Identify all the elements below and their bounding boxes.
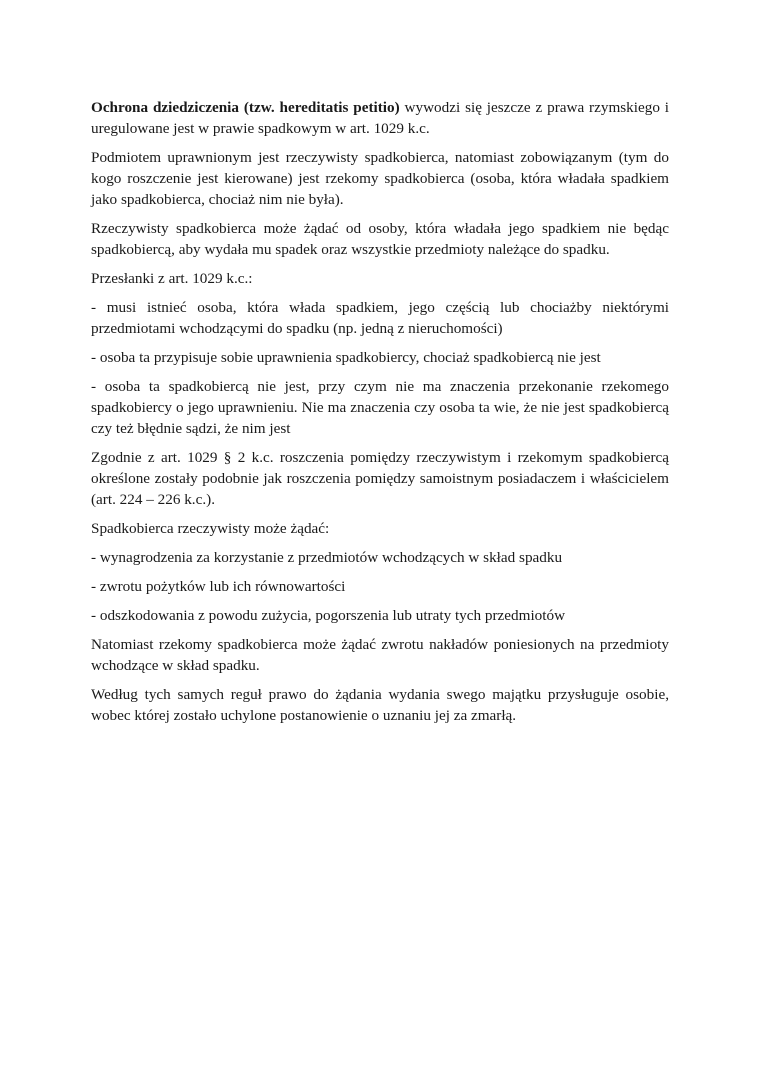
premise-item: - musi istnieć osoba, która włada spadkiem, jego częścią lub chociażby niektórymi przedmiotami wchodzącymi do spadku (np. jedną z nieruchomości) bbox=[91, 299, 669, 337]
premise-item: - osoba ta spadkobiercą nie jest, przy czym nie ma znaczenia przekonanie rzekomego spadkobiercy o jego uprawnieniu. Nie ma znaczenia czy osoba ta wie, że nie jest spadkobiercą czy też błędnie sądzi, że nim jest bbox=[91, 378, 669, 437]
rules-paragraph: Według tych samych reguł prawo do żądania wydania swego majątku przysługuje osobie, wobec której zostało uchylone postanowienie o uznaniu jej za zmarłą. bbox=[91, 686, 669, 724]
subjects-paragraph: Podmiotem uprawnionym jest rzeczywisty spadkobierca, natomiast zobowiązanym (tym do kogo roszczenie jest kierowane) jest rzekomy spadkobierca (osoba, która władała spadkiem jako spadkobierca, chociaż nim nie była). bbox=[91, 149, 669, 208]
premise-item: - osoba ta przypisuje sobie uprawnienia spadkobiercy, chociaż spadkobiercą nie jest bbox=[91, 349, 601, 366]
intro-bold-lead: Ochrona dziedziczenia (tzw. hereditatis petitio) bbox=[91, 99, 400, 116]
demand-item: - zwrotu pożytków lub ich równowartości bbox=[91, 578, 346, 595]
intro-paragraph bbox=[91, 97, 669, 139]
claim-paragraph: Rzeczywisty spadkobierca może żądać od osoby, która władała jego spadkiem nie będąc spadkobiercą, aby wydała mu spadek oraz wszystkie przedmioty należące do spadku. bbox=[91, 220, 669, 258]
intro-rest: wywodzi się jeszcze z prawa rzymskiego i uregulowane jest w prawie spadkowym w art. 1029 k.c. bbox=[91, 99, 669, 137]
accordance-paragraph: Zgodnie z art. 1029 § 2 k.c. roszczenia pomiędzy rzeczywistym i rzekomym spadkobiercą określone zostały podobnie jak roszczenia pomiędzy samoistnym posiadaczem i właścicielem (art. 224 – 226 k.c.). bbox=[91, 449, 669, 508]
premises-heading: Przesłanki z art. 1029 k.c.: bbox=[91, 270, 253, 287]
apparent-heir-paragraph: Natomiast rzekomy spadkobierca może żądać zwrotu nakładów poniesionych na przedmioty wchodzące w skład spadku. bbox=[91, 636, 669, 674]
demand-item: - wynagrodzenia za korzystanie z przedmiotów wchodzących w skład spadku bbox=[91, 549, 563, 566]
demand-item: - odszkodowania z powodu zużycia, pogorszenia lub utraty tych przedmiotów bbox=[91, 607, 566, 624]
document-body bbox=[91, 97, 669, 734]
demands-heading: Spadkobierca rzeczywisty może żądać: bbox=[91, 520, 330, 537]
